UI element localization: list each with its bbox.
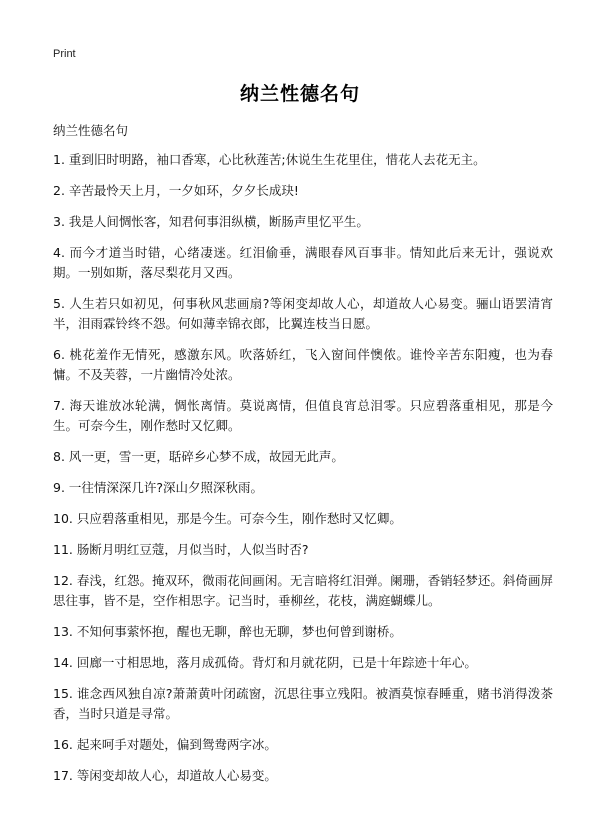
quote-item: 13. 不知何事萦怀抱，醒也无聊，醉也无聊，梦也何曾到谢桥。 [53,624,402,639]
quote-item: 16. 起来呵手对题处，偏到鸳鸯两字冰。 [53,737,277,752]
article-subtitle: 纳兰性德名句 [53,123,129,138]
quote-item: 8. 风一更，雪一更，聒碎乡心梦不成，故园无此声。 [53,449,344,464]
quote-item: 9. 一往情深深几许?深山夕照深秋雨。 [53,480,264,495]
print-link[interactable]: Print [53,48,76,60]
quote-item: 4. 而今才道当时错，心绪凄迷。红泪偷垂，满眼春风百事非。情知此后来无计，强说欢期。一别如斯，落尽梨花月又西。 [53,245,553,280]
quote-item: 2. 辛苦最怜天上月，一夕如环，夕夕长成玦! [53,183,299,198]
quote-item: 17. 等闲变却故人心，却道故人心易变。 [53,768,277,783]
quote-item: 10. 只应碧落重相见，那是今生。可奈今生，刚作愁时又忆卿。 [53,511,402,526]
quote-item: 7. 海天谁放冰轮满，惆怅离情。莫说离情，但值良宵总泪零。只应碧落重相见，那是今生。可奈今生，刚作愁时又忆卿。 [53,398,553,433]
page-title: 纳兰性德名句 [239,83,360,105]
quote-item: 12. 春浅，红怨。掩双环，微雨花间画闲。无言暗将红泪弹。阑珊，香销轻梦还。斜倚画屏思往事，皆不是，空作相思字。记当时，垂柳丝，花枝，满庭蝴蝶儿。 [53,573,553,608]
quote-item: 14. 回廊一寸相思地，落月成孤倚。背灯和月就花阴，已是十年踪迹十年心。 [53,655,477,670]
quote-item: 15. 谁念西风独自凉?萧萧黄叶闭疏窗，沉思往事立残阳。被酒莫惊春睡重，赌书消得泼茶香，当时只道是寻常。 [53,686,553,721]
quote-item: 5. 人生若只如初见，何事秋风悲画扇?等闲变却故人心，却道故人心易变。骊山语罢清宵半，泪雨霖铃终不怨。何如薄幸锦衣郎，比翼连枝当日愿。 [53,296,553,331]
quote-item: 1. 重到旧时明路，袖口香寒，心比秋莲苦;休说生生花里住，惜花人去花无主。 [53,152,486,167]
quote-item: 6. 桃花羞作无情死，感激东风。吹落娇红，飞入窗间伴懊侬。谁怜辛苦东阳瘦，也为春慵。不及芙蓉，一片幽情冷处浓。 [53,347,553,382]
quote-item: 11. 肠断月明红豆蔻，月似当时，人似当时否? [53,542,309,557]
quote-list [53,150,553,797]
quote-item: 3. 我是人间惆怅客，知君何事泪纵横，断肠声里忆平生。 [53,214,369,229]
